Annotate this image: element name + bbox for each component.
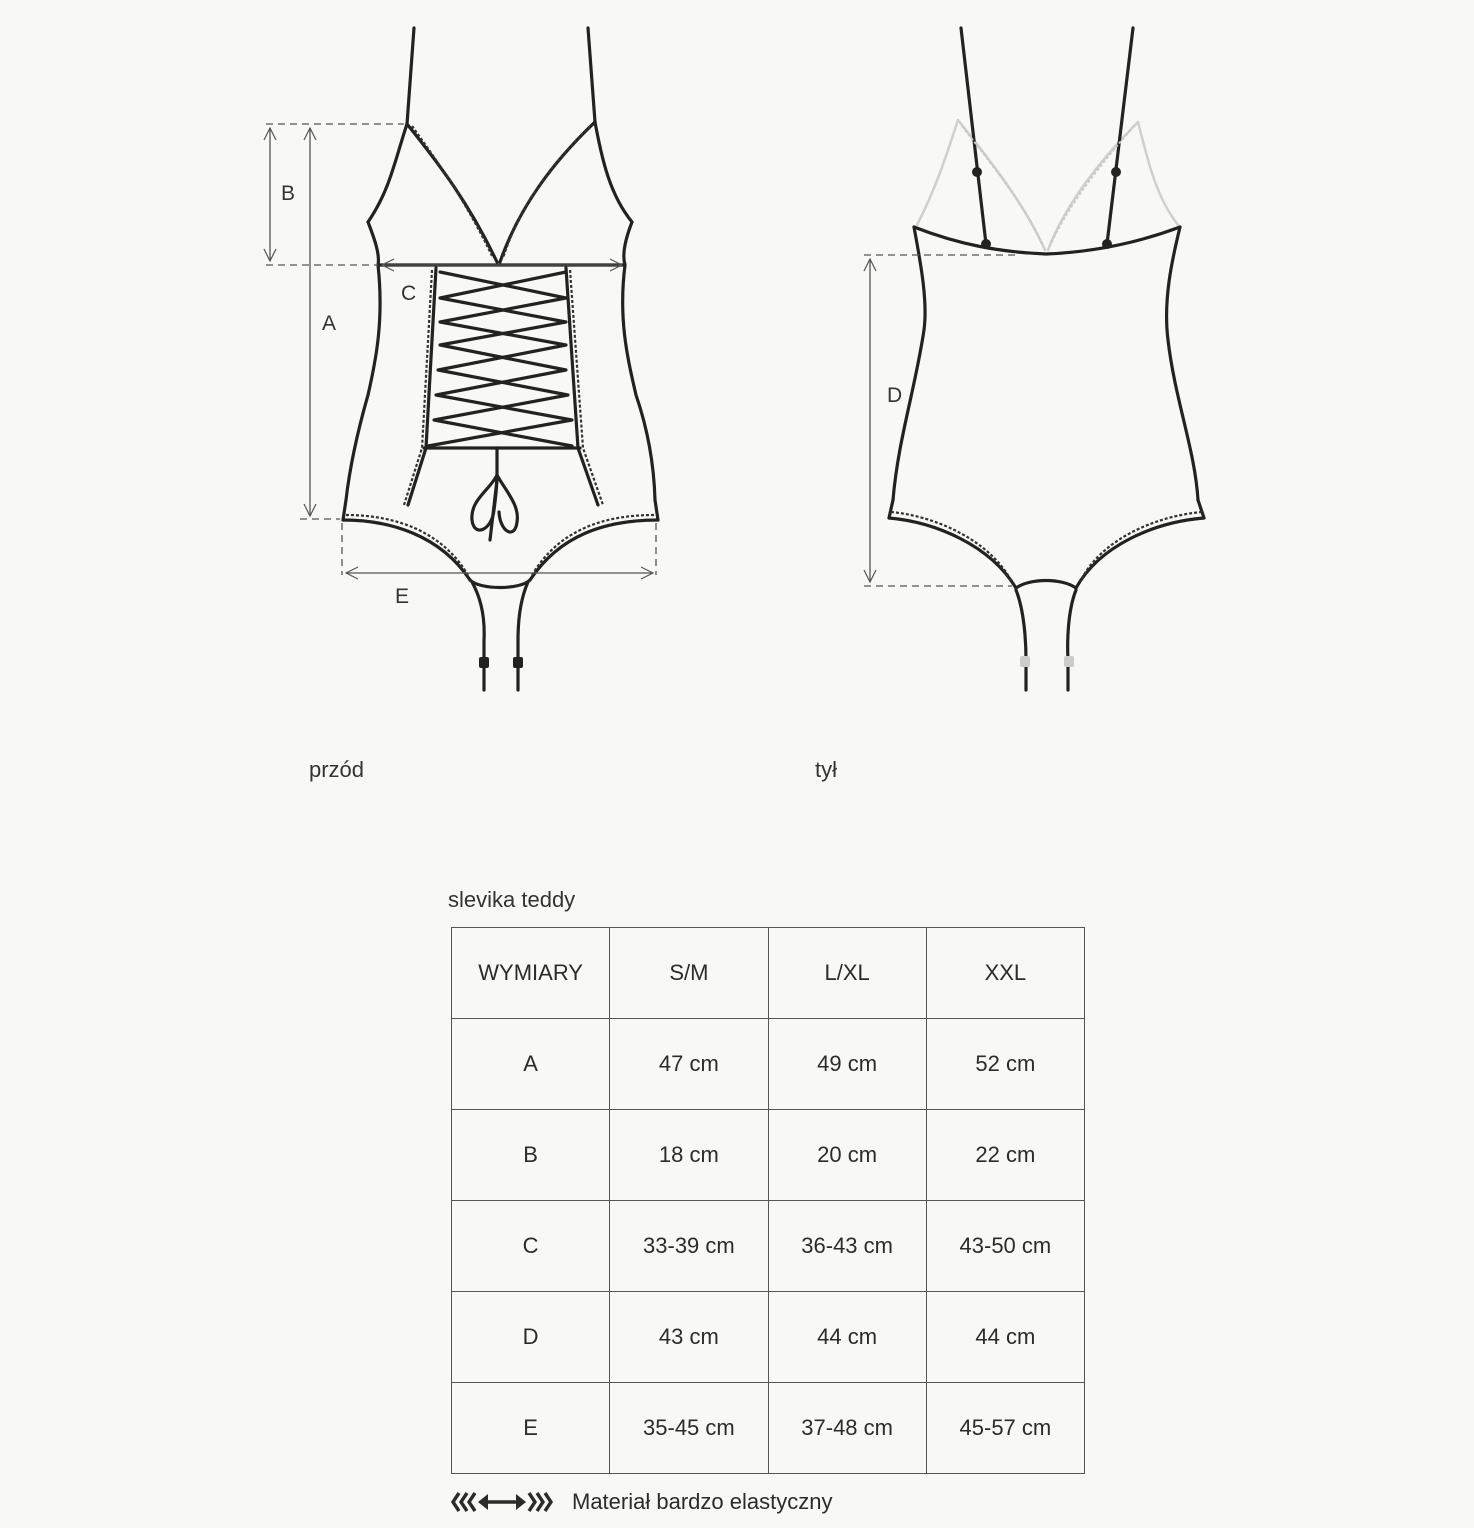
elastic-note — [450, 1488, 832, 1516]
header-cell: S/M — [610, 928, 768, 1019]
garment-sketch — [0, 0, 1474, 720]
table-cell: 18 cm — [610, 1110, 768, 1201]
dimension-label-a: A — [322, 312, 337, 335]
size-table-title: slevika teddy — [448, 887, 576, 912]
elastic-note-text: Materiał bardzo elastyczny — [572, 1489, 833, 1514]
table-row — [452, 1110, 1085, 1201]
dimension-label-c: C — [401, 282, 417, 305]
header-cell: L/XL — [768, 928, 926, 1019]
header-cell: XXL — [926, 928, 1084, 1019]
table-header-row — [452, 928, 1085, 1019]
table-cell: 44 cm — [926, 1292, 1084, 1383]
stretch-arrows-icon — [450, 1490, 554, 1514]
header-cell: WYMIARY — [452, 928, 610, 1019]
table-cell: 47 cm — [610, 1019, 768, 1110]
table-cell: E — [452, 1383, 610, 1474]
table-cell: 22 cm — [926, 1110, 1084, 1201]
table-cell: 36-43 cm — [768, 1201, 926, 1292]
table-cell: D — [452, 1292, 610, 1383]
table-cell: 52 cm — [926, 1019, 1084, 1110]
table-cell: 33-39 cm — [610, 1201, 768, 1292]
table-cell: 44 cm — [768, 1292, 926, 1383]
table-cell: B — [452, 1110, 610, 1201]
table-cell: 49 cm — [768, 1019, 926, 1110]
front-view-caption: przód — [309, 757, 365, 782]
back-view-caption: tył — [815, 757, 837, 782]
table-row — [452, 1383, 1085, 1474]
table-cell: 45-57 cm — [926, 1383, 1084, 1474]
dimension-label-d: D — [887, 384, 903, 407]
table-row — [452, 1201, 1085, 1292]
table-cell: 43 cm — [610, 1292, 768, 1383]
table-cell: 20 cm — [768, 1110, 926, 1201]
dimension-label-b: B — [281, 182, 296, 205]
table-cell: 43-50 cm — [926, 1201, 1084, 1292]
table-cell: C — [452, 1201, 610, 1292]
size-table — [451, 927, 1085, 1474]
table-cell: A — [452, 1019, 610, 1110]
back-view-drawing — [889, 28, 1204, 690]
dimension-label-e: E — [395, 585, 410, 608]
table-cell: 35-45 cm — [610, 1383, 768, 1474]
table-row — [452, 1019, 1085, 1110]
table-cell: 37-48 cm — [768, 1383, 926, 1474]
front-view-drawing — [343, 28, 658, 690]
table-row — [452, 1292, 1085, 1383]
